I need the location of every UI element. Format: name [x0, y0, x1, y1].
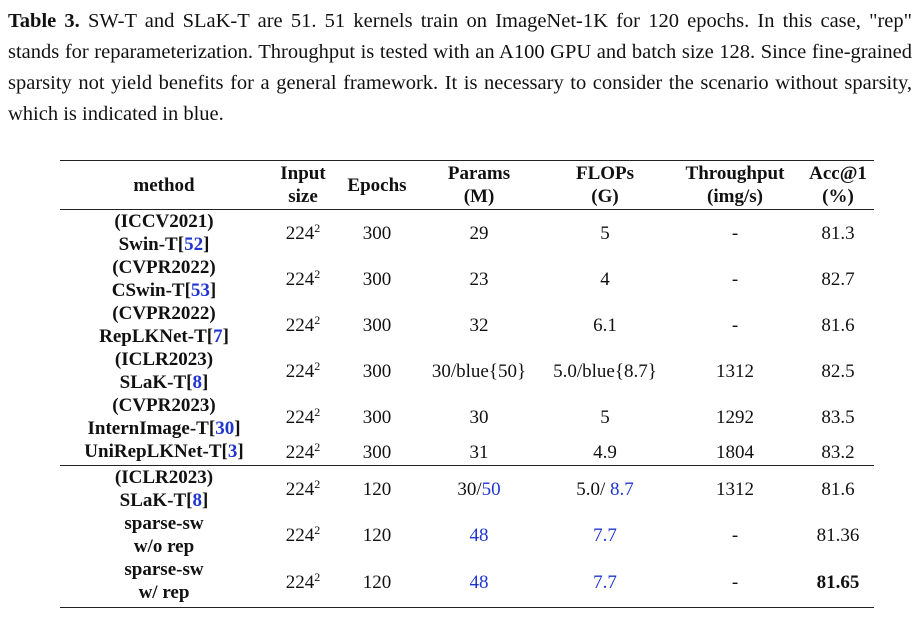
header-params: Params (M) [447, 163, 511, 207]
params-cell: 31 [469, 442, 489, 463]
method-cell: UniRepLKNet-T[3] [84, 441, 244, 462]
throughput-cell: - [731, 314, 739, 336]
acc-cell-best: 81.65 [816, 572, 860, 593]
citation-link[interactable]: 8 [192, 372, 203, 393]
acc-cell: 81.6 [821, 478, 855, 500]
header-epochs: Epochs [347, 174, 407, 196]
params-cell: 30/50 [457, 478, 501, 500]
flops-cell: 7.7 [593, 572, 617, 593]
input-size-cell: $224^2$ [285, 522, 321, 546]
table-row [60, 394, 874, 440]
table-caption [8, 6, 912, 130]
table-row [60, 256, 874, 302]
throughput-cell: - [731, 268, 739, 290]
method-cell: (ICCV2021) Swin-T[52] [114, 211, 214, 255]
citation-link[interactable]: 30 [215, 418, 235, 439]
params-cell: 32 [469, 314, 489, 336]
input-size-cell: $224^2$ [285, 358, 321, 382]
epochs-cell: 120 [362, 524, 392, 546]
table-row [60, 466, 874, 513]
flops-cell: 7.7 [593, 524, 617, 546]
input-size-cell: $224^2$ [285, 220, 321, 244]
method-cell: (ICLR2023) SLaK-T[8] [114, 349, 214, 393]
header-throughput: Throughput (img/s) [685, 163, 785, 207]
flops-cell: 5.0/blue{8.7} [553, 360, 657, 382]
input-size-cell: $224^2$ [285, 570, 321, 593]
throughput-cell: - [731, 524, 739, 546]
epochs-cell: 300 [362, 442, 392, 463]
citation-link[interactable]: 3 [227, 441, 238, 462]
header-method: method [133, 174, 195, 196]
input-size-cell: $224^2$ [285, 312, 321, 336]
method-cell: (CVPR2022) CSwin-T[53] [111, 257, 217, 301]
table-row [60, 210, 874, 257]
epochs-cell: 300 [362, 222, 392, 244]
acc-cell: 83.5 [821, 406, 855, 428]
table-row [60, 512, 874, 558]
params-cell: 29 [469, 222, 489, 244]
table-row [60, 558, 874, 608]
acc-cell: 82.7 [821, 268, 855, 290]
throughput-cell: - [731, 572, 739, 593]
method-cell: sparse-sw w/ rep [124, 559, 204, 603]
flops-cell: 6.1 [593, 314, 617, 336]
method-cell: sparse-sw w/o rep [124, 513, 204, 557]
flops-cell: 5.0/ 8.7 [576, 478, 634, 500]
citation-link[interactable]: 7 [213, 326, 223, 347]
acc-cell: 82.5 [821, 360, 855, 382]
epochs-cell: 300 [362, 360, 392, 382]
header-flops: FLOPs (G) [575, 163, 635, 207]
citation-link[interactable]: 8 [192, 490, 203, 511]
throughput-cell: 1292 [716, 406, 754, 428]
caption-label: Table 3. [8, 10, 80, 32]
throughput-cell: - [731, 222, 739, 244]
epochs-cell: 300 [362, 268, 392, 290]
flops-cell: 4 [600, 268, 610, 290]
flops-cell: 5 [600, 222, 610, 244]
params-cell: 23 [469, 268, 489, 290]
input-size-cell: $224^2$ [285, 440, 321, 463]
table-row [60, 440, 874, 466]
input-size-cell: $224^2$ [285, 476, 321, 500]
caption-text: SW-T and SLaK-T are 51. 51 kernels train on ImageNet-1K for 120 epochs. In this case, "rep" stands for reparameterization. Throughput is tested with an A100 GPU and batch size 128. Since fine-grained sparsity not yield benefits for a general framework. It is necessary to consider the scenario without sparsity, which is indicated in blue. [8, 10, 912, 125]
throughput-cell: 1312 [716, 478, 754, 500]
epochs-cell: 300 [362, 406, 392, 428]
epochs-cell: 300 [362, 314, 392, 336]
params-cell: 30 [469, 406, 489, 428]
epochs-cell: 120 [362, 478, 392, 500]
citation-link[interactable]: 53 [190, 280, 210, 301]
params-cell: 48 [469, 572, 489, 593]
results-table [60, 160, 874, 608]
flops-cell: 5 [600, 406, 610, 428]
input-size-cell: $224^2$ [285, 266, 321, 290]
params-cell: 48 [469, 524, 489, 546]
header-input-size: Input size [280, 163, 326, 207]
header-acc: Acc@1 (%) [809, 163, 867, 207]
table-row [60, 302, 874, 348]
table-row [60, 348, 874, 394]
acc-cell: 81.3 [821, 222, 855, 244]
header-row [60, 161, 874, 210]
method-cell: (CVPR2023) InternImage-T[30] [87, 395, 241, 439]
method-cell: (CVPR2022) RepLKNet-T[7] [99, 303, 229, 347]
input-size-cell: $224^2$ [285, 404, 321, 428]
acc-cell: 81.6 [821, 314, 855, 336]
citation-link[interactable]: 52 [184, 234, 204, 255]
flops-cell: 4.9 [593, 442, 617, 463]
throughput-cell: 1804 [716, 442, 754, 463]
acc-cell: 81.36 [816, 524, 860, 546]
method-cell: (ICLR2023) SLaK-T[8] [114, 467, 214, 511]
params-cell: 30/blue{50} [431, 360, 527, 382]
epochs-cell: 120 [362, 572, 392, 593]
acc-cell: 83.2 [821, 442, 855, 463]
throughput-cell: 1312 [716, 360, 754, 382]
